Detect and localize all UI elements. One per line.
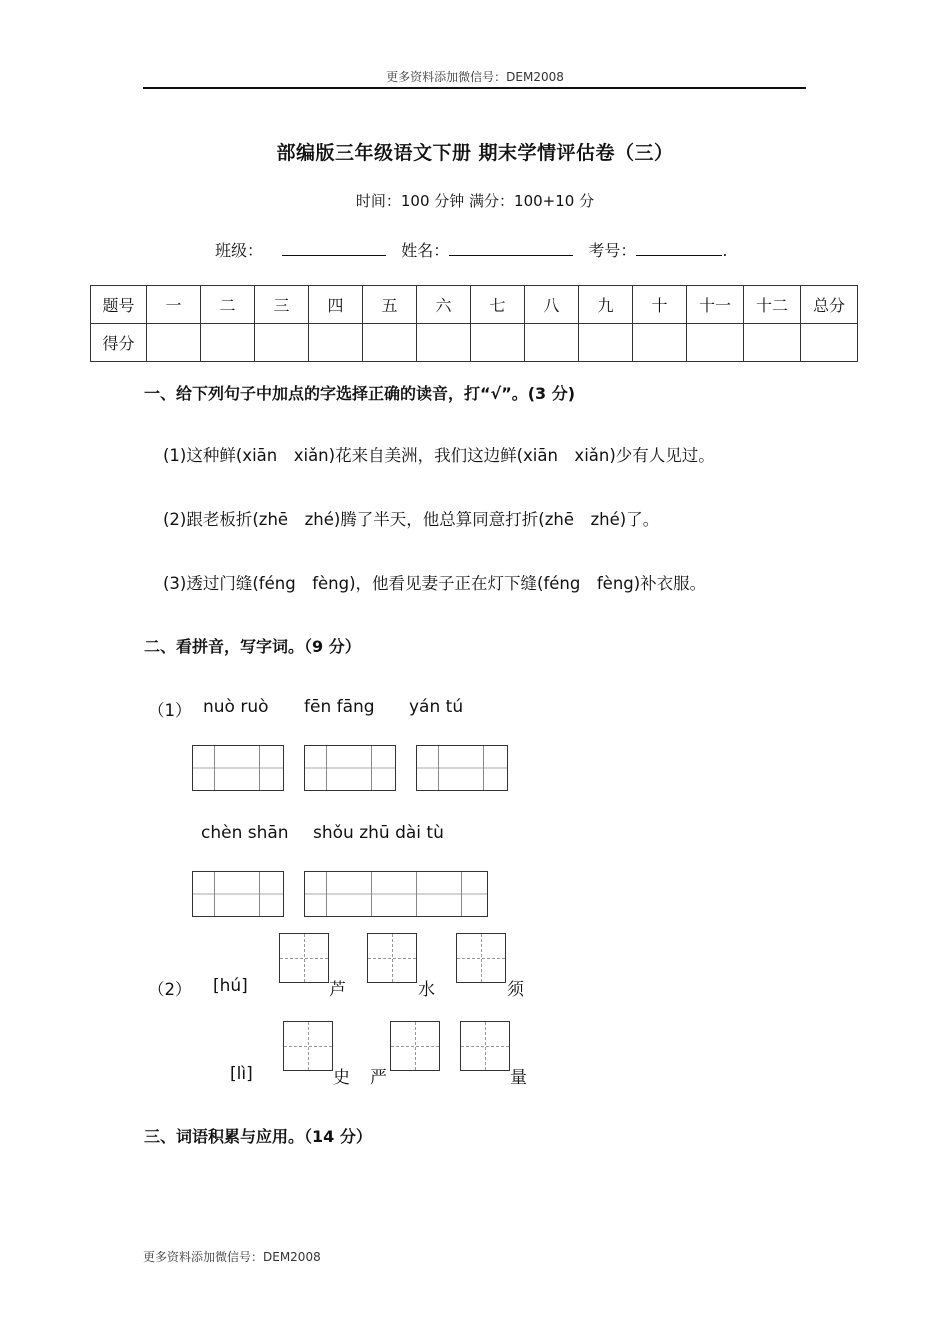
score-header-cell: 十二 bbox=[744, 286, 801, 324]
writing-grid-chenshan[interactable] bbox=[192, 871, 284, 917]
name-label: 姓名： bbox=[401, 241, 450, 260]
score-header-cell: 一 bbox=[147, 286, 201, 324]
hu-char-1: 芦 bbox=[329, 980, 346, 1000]
part-1-label: （1） bbox=[148, 701, 192, 720]
writing-grid-yantu[interactable] bbox=[416, 745, 508, 791]
pinyin-yantu: yán tú bbox=[409, 697, 464, 717]
question-1-3: (3)透过门缝(féng fèng)，他看见妻子正在灯下缝(féng fèng)补衣服。 bbox=[163, 574, 707, 593]
score-header-cell: 总分 bbox=[801, 286, 858, 324]
section-3-title: 三、词语积累与应用。（14 分） bbox=[144, 1127, 372, 1146]
number-blank[interactable] bbox=[636, 239, 722, 256]
score-cell[interactable] bbox=[471, 324, 525, 362]
score-table bbox=[90, 285, 858, 362]
char-box-hu-3[interactable] bbox=[456, 933, 506, 983]
score-table-score-row bbox=[91, 324, 858, 362]
score-cell[interactable] bbox=[744, 324, 801, 362]
section-2-title: 二、看拼音，写字词。（9 分） bbox=[144, 637, 361, 656]
li-char-2: 严 bbox=[370, 1068, 387, 1088]
writing-grid-shouzhudaitu[interactable] bbox=[304, 871, 488, 917]
score-cell[interactable] bbox=[687, 324, 744, 362]
score-header-cell: 二 bbox=[201, 286, 255, 324]
page-title: 部编版三年级语文下册 期末学情评估卷（三） bbox=[276, 142, 674, 164]
char-box-li-1[interactable] bbox=[283, 1021, 333, 1071]
score-row-label: 得分 bbox=[91, 324, 147, 362]
hu-pinyin: [hú] bbox=[213, 976, 248, 996]
score-header-cell: 十一 bbox=[687, 286, 744, 324]
score-header-cell: 题号 bbox=[91, 286, 147, 324]
li-char-3: 量 bbox=[510, 1068, 527, 1088]
pinyin-fenfang: fēn fāng bbox=[304, 697, 375, 717]
score-cell[interactable] bbox=[417, 324, 471, 362]
header-divider bbox=[143, 87, 806, 89]
score-cell[interactable] bbox=[255, 324, 309, 362]
name-blank[interactable] bbox=[449, 239, 573, 256]
char-box-li-2[interactable] bbox=[390, 1021, 440, 1071]
score-cell[interactable] bbox=[201, 324, 255, 362]
hu-char-2: 水 bbox=[418, 980, 435, 1000]
char-box-hu-2[interactable] bbox=[367, 933, 417, 983]
page-header: 更多资料添加微信号：DEM2008 bbox=[386, 70, 564, 84]
pinyin-chenshan: chèn shān bbox=[201, 823, 289, 843]
char-box-li-3[interactable] bbox=[460, 1021, 510, 1071]
score-header-cell: 六 bbox=[417, 286, 471, 324]
score-header-cell: 三 bbox=[255, 286, 309, 324]
writing-grid-nuoruo[interactable] bbox=[192, 745, 284, 791]
pinyin-shouzhudaitu: shǒu zhū dài tù bbox=[313, 823, 444, 843]
class-blank[interactable] bbox=[282, 239, 386, 256]
pinyin-nuoruo: nuò ruò bbox=[203, 697, 269, 717]
score-header-cell: 七 bbox=[471, 286, 525, 324]
score-header-cell: 九 bbox=[579, 286, 633, 324]
score-cell[interactable] bbox=[309, 324, 363, 362]
exam-time-score: 时间：100 分钟 满分：100+10 分 bbox=[355, 192, 595, 210]
class-label: 班级： bbox=[215, 241, 264, 260]
score-header-cell: 十 bbox=[633, 286, 687, 324]
info-end-dot: . bbox=[722, 241, 728, 260]
score-table-header-row bbox=[91, 286, 858, 324]
writing-grid-fenfang[interactable] bbox=[304, 745, 396, 791]
char-box-hu-1[interactable] bbox=[279, 933, 329, 983]
score-header-cell: 五 bbox=[363, 286, 417, 324]
score-cell[interactable] bbox=[633, 324, 687, 362]
page-footer: 更多资料添加微信号：DEM2008 bbox=[143, 1250, 321, 1264]
score-cell[interactable] bbox=[363, 324, 417, 362]
score-cell[interactable] bbox=[147, 324, 201, 362]
number-label: 考号： bbox=[588, 241, 637, 260]
question-1-2: (2)跟老板折(zhē zhé)腾了半天，他总算同意打折(zhē zhé)了。 bbox=[163, 510, 660, 529]
student-info-line bbox=[215, 238, 727, 261]
li-char-1: 史 bbox=[333, 1068, 350, 1088]
score-header-cell: 四 bbox=[309, 286, 363, 324]
section-1-title: 一、给下列句子中加点的字选择正确的读音，打“√”。(3 分) bbox=[144, 384, 576, 403]
score-header-cell: 八 bbox=[525, 286, 579, 324]
score-cell[interactable] bbox=[525, 324, 579, 362]
li-pinyin: [lì] bbox=[230, 1064, 253, 1084]
hu-char-3: 须 bbox=[507, 980, 524, 1000]
score-cell[interactable] bbox=[801, 324, 858, 362]
question-1-1: (1)这种鲜(xiān xiǎn)花来自美洲，我们这边鲜(xiān xiǎn)少有人见过。 bbox=[163, 446, 715, 465]
score-cell[interactable] bbox=[579, 324, 633, 362]
part-2-label: （2） bbox=[148, 980, 192, 999]
